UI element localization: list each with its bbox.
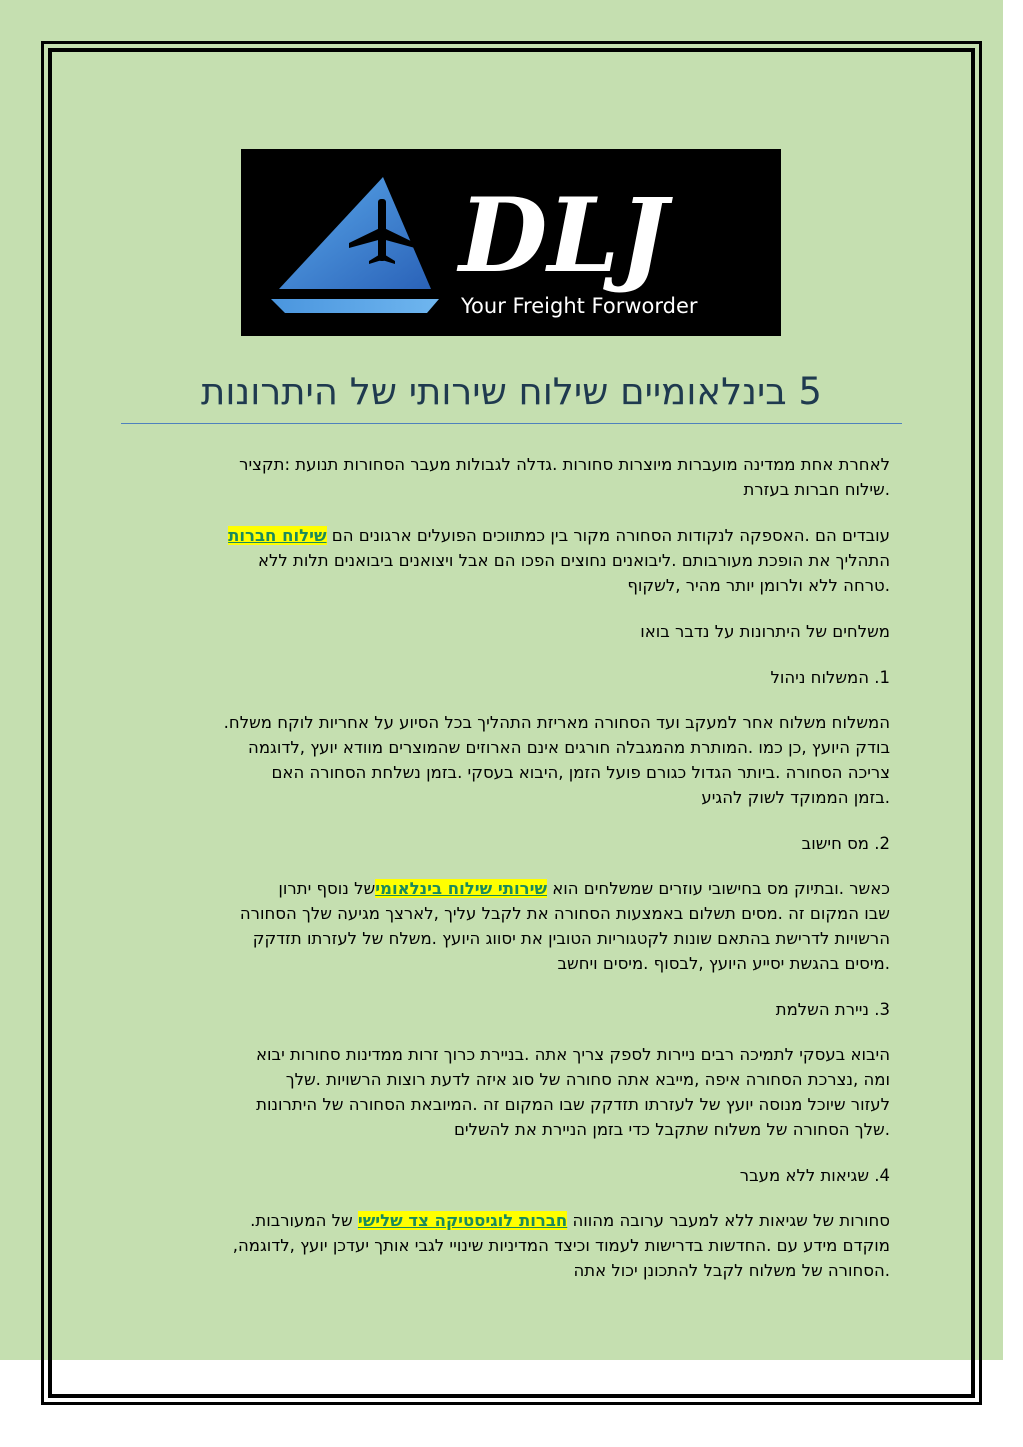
section-heading-shipment-management: 1. המשלוח ניהול	[770, 668, 890, 687]
paragraph-line: היבוא בעסקי לתמיכה רבים ניירות לספק צריך אתה .בניירת כרוך זרות ממדינות סחורות יבוא	[256, 1045, 890, 1064]
paragraph-text: של נוסף יתרון	[278, 879, 376, 898]
link-third-party-logistics[interactable]: חברות לוגיסטיקה צד שלישי	[357, 1211, 568, 1230]
paragraph-line: .מיסים בהגשת יסייע היועץ ,לבסוף .מיסים ויחשב	[557, 954, 890, 973]
paragraph-text: של המעורבות.	[250, 1211, 358, 1230]
paragraph-line: הרשויות לדרישת בהתאם שונות לקטגוריות הטובין את יסווג היועץ .משלח של לעזרתו תזדקק	[252, 929, 890, 948]
paragraph-text: כאשר .ובתיוק מס בחישובי עוזרים שמשלחים הוא	[546, 879, 890, 898]
boat-hull	[271, 299, 439, 313]
paragraph-line: לעזור שיוכל מנוסה יועץ של לעזרתו תזדקק שבו המקום זה .המיובאת הסחורה של היתרונות	[256, 1095, 890, 1114]
paragraph-error-free-transit	[112, 1208, 890, 1283]
paragraph-intro-benefits: משלחים של היתרונות על נדבר בואו	[640, 622, 890, 641]
logo-brand: DLJ	[459, 176, 668, 296]
dlj-logo	[241, 149, 781, 336]
paragraph-forwarders	[112, 523, 890, 598]
link-shipping-companies[interactable]: שילוח חברות	[228, 526, 327, 545]
paragraph-line: צריכה הסחורה .ביותר הגדול כגורם פועל הזמן ,היבוא בעסקי .בזמן נשלחת הסחורה האם	[271, 763, 890, 782]
paragraph-text: עובדים הם .האספקה לנקודות הסחורה מקור בין כמתווכים הפועלים ארגונים הם	[326, 526, 890, 545]
paragraph-line: המשלוח משלוח אחר למעקב ועד הסחורה מאריזת התהליך בכל הסיוע על אחריות לוקח משלח.	[223, 713, 890, 732]
paragraph-shipment-management	[112, 710, 890, 810]
paragraph-summary	[112, 452, 890, 502]
link-international-shipping[interactable]: שירותי שילוח בינלאומי	[375, 879, 547, 898]
paragraph-line: מוקדם מידע עם .החדשות בדרישות לעמוד וכיצד המדיניות שינויי לגבי אותך יעדכן יועץ ,לדוגמה,	[232, 1236, 890, 1255]
paragraph-line: התהליך את הופכת מעורבותם .ליבואנים נחוצים הפכו הם אבל ויצואנים ביבואנים תלות ללא	[257, 551, 890, 570]
paragraph-paperwork	[112, 1042, 890, 1142]
section-heading-tax-calculation: 2. מס חישוב	[801, 834, 890, 853]
page-title: 5 בינלאומיים שילוח שירותי של היתרונות	[201, 370, 822, 413]
paragraph-line: בודק היועץ ,כן כמו .המותרת מהמגבלה חורגים אינם הארוזים שהמוצרים מוודא יועץ ,לדוגמה	[248, 738, 890, 757]
logo-tagline: Your Freight Forworder	[461, 294, 698, 318]
paragraph-line: .שלך הסחורה של משלוח שתקבל כדי בזמן הניירת את להשלים	[453, 1120, 890, 1139]
paragraph-line: .הסחורה של משלוח לקבל להתכונן יכול אתה	[573, 1261, 890, 1280]
logo-graphic	[241, 149, 781, 336]
section-heading-error-free-transit: 4. שגיאות ללא מעבר	[739, 1166, 890, 1185]
paragraph-line: .טרחה ללא ולרומן יותר מהיר ,לשקוף	[627, 576, 890, 595]
sail-triangle	[279, 177, 431, 289]
title-underline	[121, 423, 902, 424]
section-heading-paperwork: 3. ניירת השלמת	[775, 1000, 890, 1019]
article-body	[112, 452, 890, 1304]
paragraph-tax-calculation	[112, 876, 890, 976]
paragraph-line: לאחרת אחת ממדינה מועברות מיוצרות סחורות .גדלה לגבולות מעבר הסחורות תנועת :תקציר	[239, 455, 890, 474]
paragraph-line: .שילוח חברות בעזרת	[743, 480, 890, 499]
paragraph-line: ומה ,נצרכת הסחורה איפה ,מייבא אתה סחורה של סוג איזה לדעת רוצות הרשויות .שלך	[285, 1070, 890, 1089]
paragraph-line: .בזמן הממוקד לשוק להגיע	[701, 788, 890, 807]
paragraph-line: שבו המקום זה .מסים תשלום באמצעות הסחורה את לקבל עליך ,לארצך מגיעה שלך הסחורה	[239, 904, 890, 923]
paragraph-text: סחורות של שגיאות ללא למעבר ערובה מהווה	[567, 1211, 890, 1230]
